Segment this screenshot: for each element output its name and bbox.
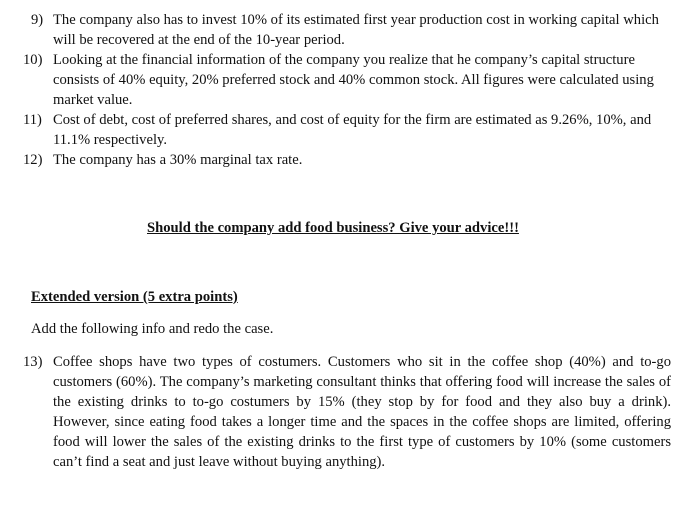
extended-intro-text: Add the following info and redo the case.	[31, 321, 274, 337]
list-item-text: Looking at the financial information of the company you realize that he company’s capital structure consists of 40% equity, 20% preferred stock and 40% common stock. All figures were calculated using market value.	[53, 52, 654, 108]
list-item-text: Coffee shops have two types of costumers. Customers who sit in the coffee shop (40%) and to-go customers (60%). The company’s marketing consultant thinks that offering food will increase the sales of the existing drinks to to-go costumers by 15% (they stop by for food and they also buy a drink). However, since eating food takes a longer time and the spaces in the coffee shops are limited, offering food will lower the sales of the existing drinks to the first type of customers by 10% (some customers can’t find a seat and just leave without buying anything).	[53, 354, 671, 470]
list-item-text: The company has a 30% marginal tax rate.	[53, 152, 303, 168]
list-item-text: The company also has to invest 10% of its estimated first year production cost in working capital which will be recovered at the end of the 10-year period.	[53, 12, 659, 48]
list-item-10	[23, 50, 671, 110]
list-item-number: 11)	[23, 112, 42, 128]
list-item-number: 12)	[23, 152, 43, 168]
extended-version-heading: Extended version (5 extra points)	[31, 289, 238, 305]
question-heading: Should the company add food business? Give your advice!!!	[147, 220, 519, 236]
list-item-number: 9)	[31, 12, 44, 28]
list-item-number: 13)	[23, 354, 43, 370]
list-item-12	[23, 150, 671, 170]
list-item-11	[23, 110, 671, 150]
list-item-13	[23, 352, 671, 472]
list-item-9	[31, 10, 671, 50]
list-item-text: Cost of debt, cost of preferred shares, and cost of equity for the firm are estimated as 9.26%, 10%, and 11.1% respectively.	[53, 112, 652, 148]
list-item-number: 10)	[23, 52, 43, 68]
